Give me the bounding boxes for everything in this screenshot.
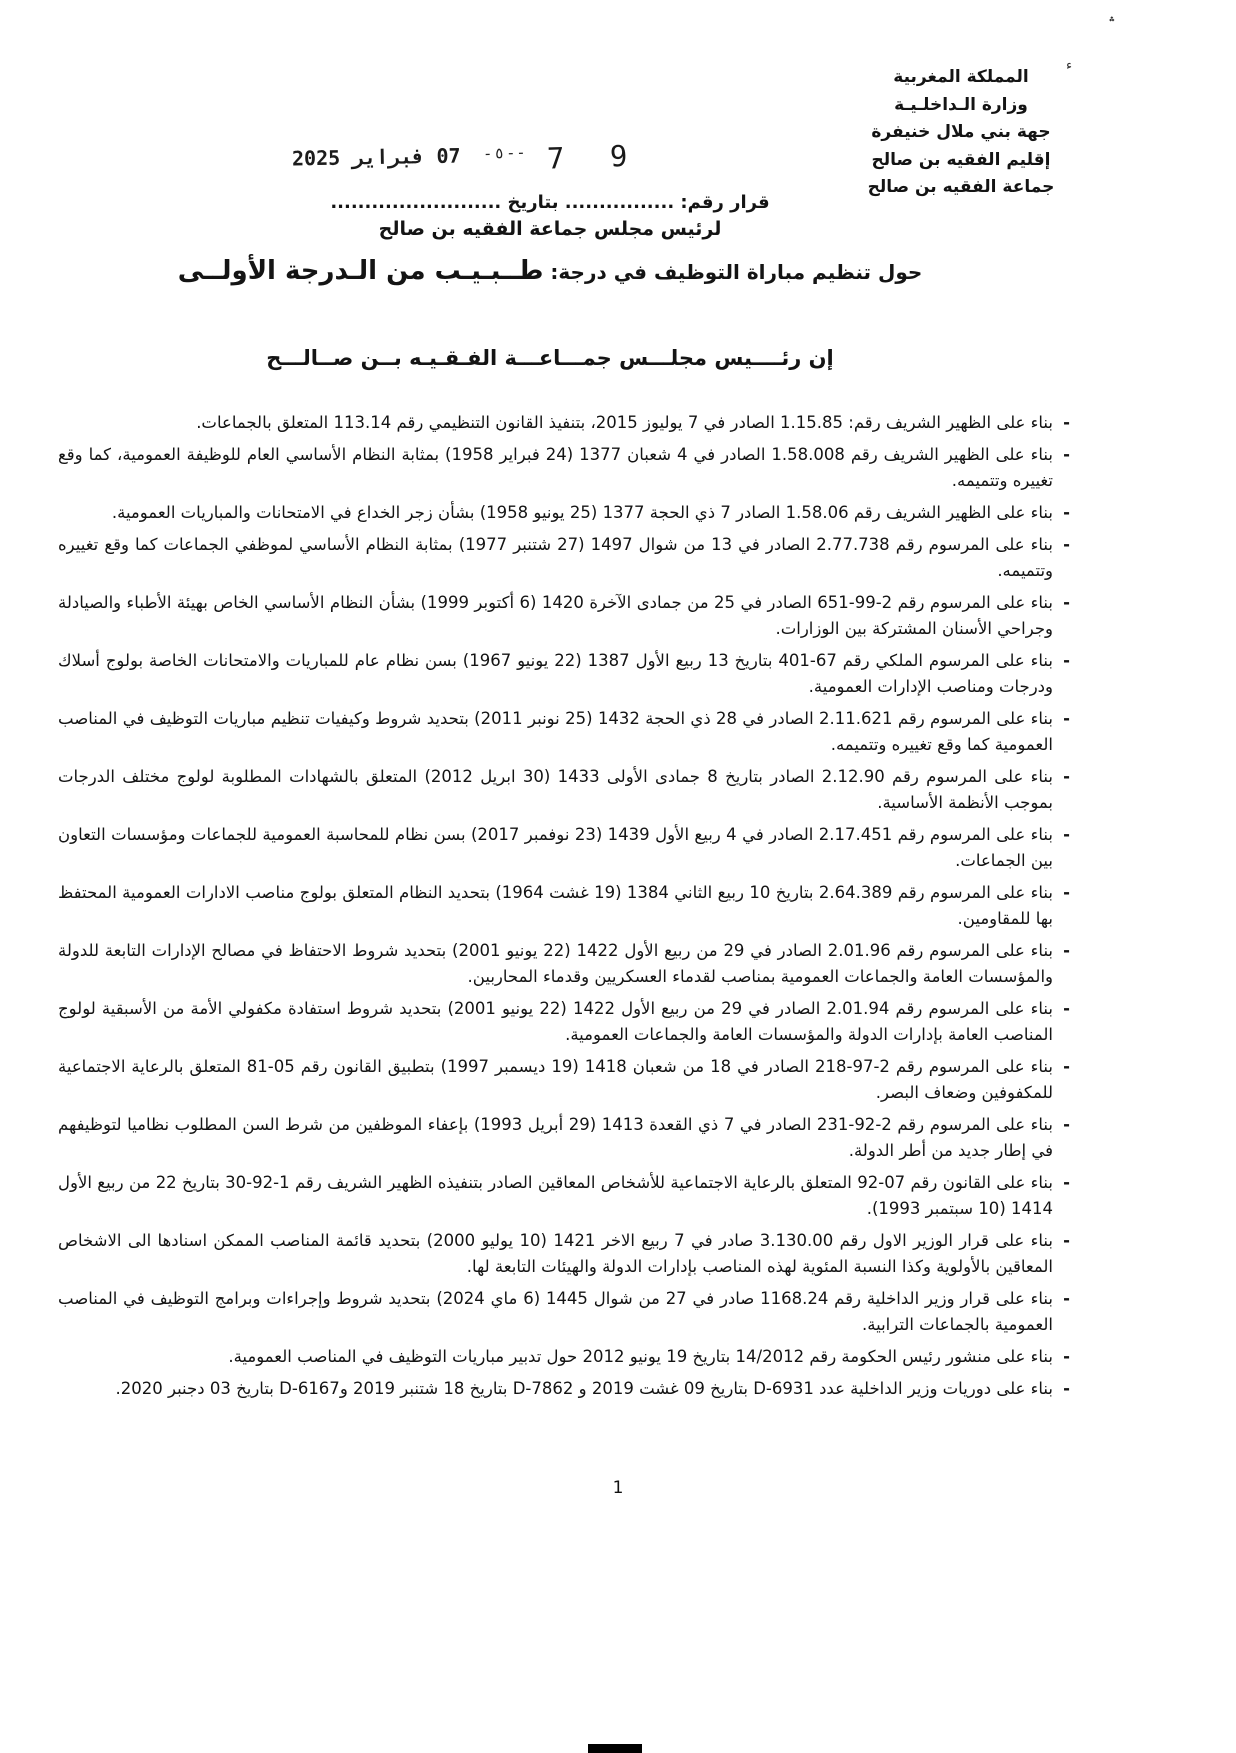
legal-clause [58,648,1070,700]
clause-text: بناء على المرسوم الملكي رقم 67-401 بتاريخ 13 ربيع الأول 1387 (22 يونيو 1967) بسن نظام عام للمباريات والامتحانات الخاصة بولوج أسلاك ودرجات ومناصب الإدارات العمومية. [58,651,1053,696]
decree-subject-line [150,256,950,286]
letterhead-ministry: وزارة الـداخلـيـة [894,94,1028,115]
clause-text: بناء على المرسوم رقم 2.77.738 الصادر في 13 من شوال 1497 (27 شتنبر 1977) بمثابة النظام الأساسي لموظفي الجماعات كما وقع تغييره وتتميمه. [58,535,1053,580]
letterhead-region: جهة بني ملال خنيفرة [871,122,1051,142]
clause-dash-marker: - [1063,413,1070,432]
clause-dash-marker: - [1063,651,1070,670]
clause-text: بناء على الظهير الشريف رقم: 1.15.85 الصادر في 7 يوليوز 2015، بتنفيذ القانون التنظيمي رقم 113.14 المتعلق بالجماعات. [196,413,1053,432]
decree-number-line: قرار رقم: ................ بتاريخ ......................... [330,192,770,213]
legal-clause [58,996,1070,1048]
title-block [150,192,950,286]
clause-dash-marker: - [1063,941,1070,960]
clause-dash-marker: - [1063,1115,1070,1134]
letterhead [852,64,1070,202]
clause-text: بناء على قرار وزير الداخلية رقم 1168.24 صادر في 27 من شوال 1445 (6 ماي 2024) بتحديد شروط وإجراءات وبرامج التوظيف في المناصب العمومية بالجماعات الترابية. [58,1289,1053,1334]
clause-dash-marker: - [1063,1231,1070,1250]
clause-text: بناء على المرسوم رقم 2-99-651 الصادر في 25 من جمادى الآخرة 1420 (6 أكتوبر 1999) بشأن النظام الأساسي الخاص بهيئة الأطباء والصيادلة وجراحي الأسنان المشتركة بين الوزارات. [58,593,1053,638]
clause-text: بناء على الظهير الشريف رقم 1.58.008 الصادر في 4 شعبان 1377 (24 فبراير 1958) بمثابة النظام الأساسي العام للوظيفة العمومية، كما وقع تغييره وتتميمه. [58,445,1053,490]
clause-dash-marker: - [1063,883,1070,902]
scan-artifact-mark [588,1744,642,1753]
clause-text: بناء على دوريات وزير الداخلية عدد D-6931 بتاريخ 09 غشت 2019 و D-7862 بتاريخ 18 شتنبر 2019 وD-6167 بتاريخ 03 دجنبر 2020. [115,1379,1053,1398]
stamp-row [292,140,732,174]
clause-dash-marker: - [1063,709,1070,728]
clause-dash-marker: - [1063,1289,1070,1308]
decree-issuer-line: لرئيس مجلس جماعة الفقيه بن صالح [378,218,722,240]
clause-text: بناء على المرسوم رقم 2.17.451 الصادر في 4 ربيع الأول 1439 (23 نوفمبر 2017) بسن نظام للمحاسبة العمومية للجماعات ومؤسسات التعاون بين الجماعات. [58,825,1053,870]
clause-dash-marker: - [1063,535,1070,554]
clause-dash-marker: - [1063,503,1070,522]
legal-clause [58,764,1070,816]
clause-text: بناء على المرسوم رقم 2.64.389 بتاريخ 10 ربيع الثاني 1384 (19 غشت 1964) بتحديد النظام المتعلق بولوج مناصب الادارات العمومية المحتفظ بها للمقاومين. [58,883,1053,928]
legal-clause [58,938,1070,990]
clause-text: بناء على منشور رئيس الحكومة رقم 14/2012 بتاريخ 19 يونيو 2012 حول تدبير مباريات التوظيف في المناصب العمومية. [228,1347,1053,1366]
ink-speck: ء [1066,58,1073,73]
legal-clause [58,1112,1070,1164]
legal-clause [58,1054,1070,1106]
handwritten-marks: - ٥ - - [484,143,524,163]
subject-prefix: حول تنظيم مباراة التوظيف في درجة: [543,260,923,284]
legal-clause [58,1228,1070,1280]
clause-text: بناء على المرسوم رقم 2.01.94 الصادر في 29 من ربيع الأول 1422 (22 يونيو 2001) بتحديد شروط استفادة مكفولي الأمة من الأسبقية لولوج المناصب العامة بإدارات الدولة والمؤسسات العامة والجماعات العمومية. [58,999,1054,1044]
clause-text: بناء على المرسوم رقم 2-97-218 الصادر في 18 من شعبان 1418 (19 ديسمبر 1997) بتطبيق القانون رقم 05-81 المتعلق بالرعاية الاجتماعية للمكفوفين وضعاف البصر. [58,1057,1053,1102]
clause-dash-marker: - [1063,1347,1070,1366]
legal-clause [58,410,1070,436]
clause-text: بناء على القانون رقم 07-92 المتعلق بالرعاية الاجتماعية للأشخاص المعاقين الصادر بتنفيذه الظهير الشريف رقم 1-92-30 بتاريخ 22 من ربيع الأول 1414 (10 سبتمبر 1993). [58,1173,1054,1218]
clause-dash-marker: - [1063,1379,1070,1398]
clause-text: بناء على المرسوم رقم 2.01.96 الصادر في 29 من ربيع الأول 1422 (22 يونيو 2001) بتحديد شروط الاحتفاظ في مصالح الإدارات التابعة للدولة والمؤسسات العامة والجماعات العمومية بمناصب لقدماء العسكريين وقدماء المحاربين. [58,941,1054,986]
legal-clause [58,1376,1070,1402]
clause-dash-marker: - [1063,445,1070,464]
clause-dash-marker: - [1063,1057,1070,1076]
clause-text: بناء على المرسوم رقم 2-92-231 الصادر في 7 ذي القعدة 1413 (29 أبريل 1993) بإعفاء الموظفين من شرط السن المطلوب نظاميا لتوظيفهم في إطار جديد من أطر الدولة. [58,1115,1054,1160]
legal-clause [58,880,1070,932]
legal-clause [58,500,1070,526]
legal-clause [58,1170,1070,1222]
clause-text: بناء على الظهير الشريف رقم 1.58.06 الصادر 7 ذي الحجة 1377 (25 يونيو 1958) بشأن زجر الخداع في الامتحانات والمباريات العمومية. [111,503,1053,522]
clause-dash-marker: - [1063,825,1070,844]
clause-dash-marker: - [1063,767,1070,786]
legal-clause [58,1344,1070,1370]
clause-dash-marker: - [1063,999,1070,1018]
legal-basis-list [58,410,1070,1408]
decree-opening-line: إن رئــــيس مجلـــس جمـــاعـــة الفـقـيـه بــن صــالـــح [266,346,834,370]
legal-clause [58,590,1070,642]
clause-dash-marker: - [1063,1173,1070,1192]
legal-clause [58,706,1070,758]
date-stamp: 07 فبراير 2025 [291,143,461,171]
subject-job-title: طــبـيـب من الـدرجة الأولــى [177,256,544,286]
clause-dash-marker: - [1063,593,1070,612]
letterhead-province: إقليم الفقيه بن صالح [871,149,1051,170]
letterhead-commune: جماعة الفقيه بن صالح [867,177,1055,197]
letterhead-kingdom: المملكة المغربية [893,67,1029,87]
clause-text: بناء على قرار الوزير الاول رقم 3.130.00 صادر في 7 ربيع الاخر 1421 (10 يوليو 2000) بتحديد قائمة المناصب الممكن اسنادها الى الاشخاص المعاقين بالأولوية وكذا النسبة المئوية لهذه المناصب بإدارات الدولة والهيئات التابعة لها. [58,1231,1053,1276]
handwritten-decision-number: 7 9 [546,138,643,176]
clause-text: بناء على المرسوم رقم 2.12.90 الصادر بتاريخ 8 جمادى الأولى 1433 (30 ابريل 2012) المتعلق بالشهادات المطلوبة لولوج مختلف الدرجات بموجب الأنظمة الأساسية. [58,767,1054,812]
page-number: 1 [612,1478,624,1498]
clause-text: بناء على المرسوم رقم 2.11.621 الصادر في 28 ذي الحجة 1432 (25 نونبر 2011) بتحديد شروط وكيفيات تنظيم مباريات التوظيف في المناصب العمومية كما وقع تغييره وتتميمه. [58,709,1053,754]
legal-clause [58,822,1070,874]
legal-clause [58,1286,1070,1338]
legal-clause [58,442,1070,494]
legal-clause [58,532,1070,584]
ink-speck: ؞ [1108,16,1116,31]
